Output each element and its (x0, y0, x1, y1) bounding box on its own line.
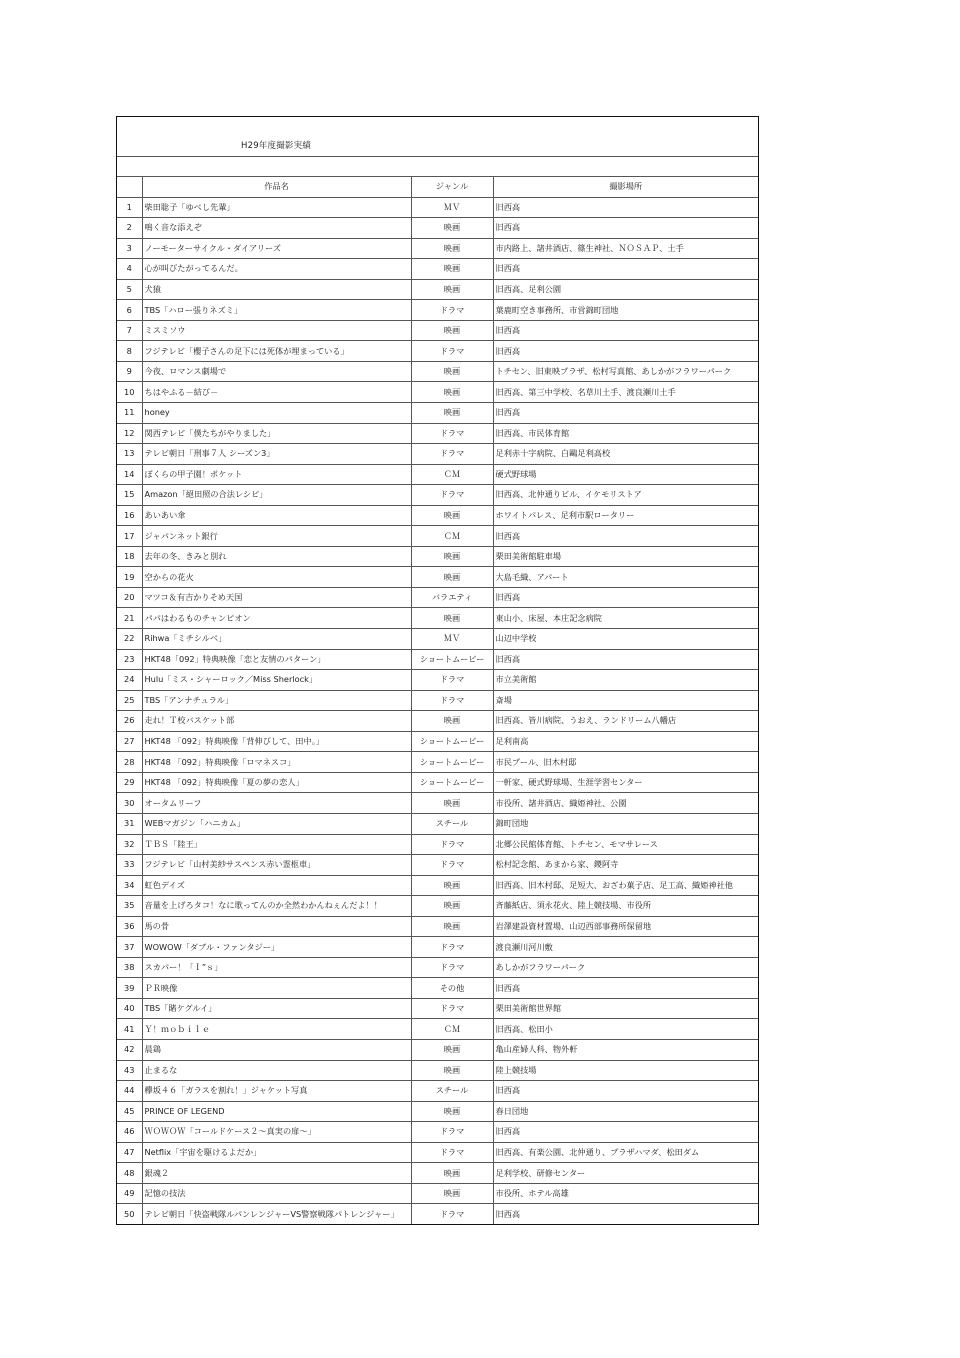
table-row (117, 998, 758, 1019)
row-title: 空からの花火 (142, 567, 411, 588)
row-title: 欅坂４６「ガラスを割れ！」ジャケット写真 (142, 1081, 411, 1102)
row-title: WEBマガジン「ハニカム」 (142, 813, 411, 834)
row-genre: 映画 (411, 711, 493, 732)
row-genre: ドラマ (411, 998, 493, 1019)
row-genre: 映画 (411, 1039, 493, 1060)
row-genre: 映画 (411, 382, 493, 403)
row-number: 12 (117, 423, 142, 444)
row-number: 29 (117, 772, 142, 793)
row-title: 今夜、ロマンス劇場で (142, 361, 411, 382)
table-row (117, 731, 758, 752)
row-genre: ドラマ (411, 834, 493, 855)
table-row (117, 341, 758, 362)
row-number: 41 (117, 1019, 142, 1040)
row-location: 市役所、ホテル高雄 (493, 1183, 758, 1204)
row-number: 19 (117, 567, 142, 588)
row-title: 止まるな (142, 1060, 411, 1081)
table-row (117, 978, 758, 999)
row-number: 20 (117, 587, 142, 608)
row-number: 23 (117, 649, 142, 670)
row-title: HKT48 「092」特典映像「背伸びして、田中。」 (142, 731, 411, 752)
row-location: 東山小、床屋、本庄記念病院 (493, 608, 758, 629)
table-row (117, 485, 758, 506)
row-location: 旧西高 (493, 978, 758, 999)
row-number: 24 (117, 670, 142, 691)
results-table (117, 177, 758, 1224)
row-location: 旧西高 (493, 341, 758, 362)
row-title: ノーモーターサイクル・ダイアリーズ (142, 238, 411, 259)
row-genre: バラエティ (411, 587, 493, 608)
row-location: 市立美術館 (493, 670, 758, 691)
row-title: honey (142, 403, 411, 424)
row-genre: ドラマ (411, 485, 493, 506)
row-title: 犬猿 (142, 279, 411, 300)
table-row (117, 834, 758, 855)
row-location: 春日団地 (493, 1101, 758, 1122)
row-genre: ドラマ (411, 670, 493, 691)
row-title: HKT48 「092」特典映像「ロマネスコ」 (142, 752, 411, 773)
table-row (117, 1060, 758, 1081)
table-row (117, 629, 758, 650)
table-row (117, 711, 758, 732)
row-title: ちはやふる－結び－ (142, 382, 411, 403)
row-location: 旧西高 (493, 218, 758, 239)
row-number: 14 (117, 464, 142, 485)
table-row (117, 382, 758, 403)
row-number: 11 (117, 403, 142, 424)
row-genre: ドラマ (411, 1204, 493, 1224)
table-row (117, 403, 758, 424)
table-row (117, 197, 758, 218)
row-title: PRINCE OF LEGEND (142, 1101, 411, 1122)
row-number: 38 (117, 957, 142, 978)
row-genre: 映画 (411, 279, 493, 300)
table-row (117, 361, 758, 382)
row-genre: 映画 (411, 238, 493, 259)
row-number: 37 (117, 937, 142, 958)
table-row (117, 875, 758, 896)
table-row (117, 690, 758, 711)
table-row (117, 855, 758, 876)
row-location: 旧西高、有楽公園、北仲通り、プラザハマダ、松田ダム (493, 1142, 758, 1163)
row-number: 50 (117, 1204, 142, 1224)
row-location: 旧西高、第三中学校、名草川土手、渡良瀬川土手 (493, 382, 758, 403)
row-number: 17 (117, 526, 142, 547)
row-location: 市民プール、旧木村邸 (493, 752, 758, 773)
row-genre: ドラマ (411, 423, 493, 444)
table-row (117, 300, 758, 321)
row-number: 8 (117, 341, 142, 362)
table-row (117, 1204, 758, 1224)
row-number: 7 (117, 320, 142, 341)
row-number: 5 (117, 279, 142, 300)
row-title: 鳴く音な添えぞ (142, 218, 411, 239)
row-location: 松村記念館、あまから家、鑁阿寺 (493, 855, 758, 876)
row-genre: ＭＶ (411, 197, 493, 218)
row-title: パパはわるものチャンピオン (142, 608, 411, 629)
row-title: TBS「アンナチュラル」 (142, 690, 411, 711)
row-title: 柴田聡子「ゆべし先輩」 (142, 197, 411, 218)
row-genre: ＣＭ (411, 526, 493, 547)
row-genre: 映画 (411, 505, 493, 526)
row-title: ＰＲ映像 (142, 978, 411, 999)
table-row (117, 526, 758, 547)
row-title: 虹色デイズ (142, 875, 411, 896)
row-location: 旧西高 (493, 526, 758, 547)
row-number: 46 (117, 1122, 142, 1143)
row-genre: ドラマ (411, 957, 493, 978)
row-location: 旧西高 (493, 197, 758, 218)
row-title: ぼくらの甲子園！ポケット (142, 464, 411, 485)
table-row (117, 505, 758, 526)
row-location: 一軒家、硬式野球場、生涯学習センター (493, 772, 758, 793)
row-location: 旧西高 (495, 1208, 521, 1219)
row-title: Hulu「ミス・シャーロック／Miss Sherlock」 (142, 670, 411, 691)
table-row (117, 1122, 758, 1143)
row-title: HKT48「092」特典映像「恋と友情のパターン」 (142, 649, 411, 670)
table-row (117, 937, 758, 958)
table-row (117, 259, 758, 280)
row-number: 48 (117, 1163, 142, 1184)
table-row (117, 546, 758, 567)
row-genre: 映画 (411, 608, 493, 629)
row-genre: ドラマ (411, 444, 493, 465)
table-row (117, 279, 758, 300)
row-location: 足利南高 (493, 731, 758, 752)
row-location: 旧西高 (493, 403, 758, 424)
row-number: 25 (117, 690, 142, 711)
row-number: 4 (117, 259, 142, 280)
row-location: 北郷公民館体育館、トチセン、モマサレース (493, 834, 758, 855)
table-row (117, 1183, 758, 1204)
row-number: 30 (117, 793, 142, 814)
row-genre: 映画 (411, 1163, 493, 1184)
row-location: 足利学校、研修センター (493, 1163, 758, 1184)
row-genre: ドラマ (411, 341, 493, 362)
table-row (117, 567, 758, 588)
row-title: 馬の骨 (142, 916, 411, 937)
row-title: TBS「賭ケグルイ」 (142, 998, 411, 1019)
table-row (117, 1019, 758, 1040)
row-number: 13 (117, 444, 142, 465)
row-genre: スチール (411, 1081, 493, 1102)
row-number: 16 (117, 505, 142, 526)
row-genre: 映画 (411, 1101, 493, 1122)
header-location: 撮影場所 (493, 177, 758, 197)
row-title: フジテレビ「櫻子さんの足下には死体が埋まっている」 (142, 341, 411, 362)
table-row (117, 444, 758, 465)
row-location: 旧西高 (493, 649, 758, 670)
row-location: 斎場 (493, 690, 758, 711)
table-row (117, 793, 758, 814)
row-genre: ドラマ (411, 855, 493, 876)
title-row (117, 117, 758, 157)
table-row (117, 1101, 758, 1122)
row-title: マツコ＆有吉かりそめ天国 (142, 587, 411, 608)
row-title: Rihwa「ミチシルベ」 (142, 629, 411, 650)
row-title: Amazon「絕田照の合法レシピ」 (142, 485, 411, 506)
row-location: 大島毛織、アパート (493, 567, 758, 588)
row-location: 陸上競技場 (493, 1060, 758, 1081)
row-location: 旧西高、足利公園 (493, 279, 758, 300)
row-genre: 映画 (411, 1183, 493, 1204)
table-row (117, 423, 758, 444)
row-number: 43 (117, 1060, 142, 1081)
row-genre: ＣＭ (411, 1019, 493, 1040)
row-number: 45 (117, 1101, 142, 1122)
table-row (117, 957, 758, 978)
row-genre: 映画 (411, 403, 493, 424)
row-genre: 映画 (411, 320, 493, 341)
table-row (117, 238, 758, 259)
row-number: 47 (117, 1142, 142, 1163)
spreadsheet-table (116, 116, 759, 1225)
table-row (117, 320, 758, 341)
row-number: 34 (117, 875, 142, 896)
row-location: トチセン、旧東映プラザ、松村写真館、あしかがフラワーパーク (493, 361, 758, 382)
row-location: 硬式野球場 (493, 464, 758, 485)
row-title: スカパー！「Ｉ”ｓ」 (142, 957, 411, 978)
row-number: 2 (117, 218, 142, 239)
row-number: 31 (117, 813, 142, 834)
table-row (117, 916, 758, 937)
row-genre: 映画 (411, 875, 493, 896)
row-number: 49 (117, 1183, 142, 1204)
table-row (117, 218, 758, 239)
row-genre: 映画 (411, 259, 493, 280)
row-location: 旧西高、松田小 (493, 1019, 758, 1040)
row-location: 旧西高 (493, 587, 758, 608)
row-number: 1 (117, 197, 142, 218)
row-genre: ドラマ (411, 690, 493, 711)
row-title: 心が叫びたがってるんだ。 (142, 259, 411, 280)
table-row (117, 1081, 758, 1102)
header-num (117, 177, 142, 197)
row-number: 35 (117, 896, 142, 917)
table-row (117, 587, 758, 608)
row-location: 旧西高、北仲通りビル、イケモリストア (493, 485, 758, 506)
table-row (117, 752, 758, 773)
table-row (117, 813, 758, 834)
row-location: 旧西高 (493, 1081, 758, 1102)
sheet-title: H29年度撮影実績 (241, 141, 312, 151)
row-location: 旧西高、市民体育館 (493, 423, 758, 444)
header-row (117, 177, 758, 197)
row-title: 音量を上げろタコ！なに歌ってんのか全然わかんねぇんだよ！！ (142, 896, 411, 917)
row-genre: 映画 (411, 896, 493, 917)
row-number: 32 (117, 834, 142, 855)
row-location: 市内路上、諸井酒店、篠生神社、ＮＯＳＡＰ、土手 (493, 238, 758, 259)
row-genre: スチール (411, 813, 493, 834)
row-location: 旧西高、旧木村邸、足短大、おざわ菓子店、足工高、織姫神社他 (493, 875, 758, 896)
row-genre: 映画 (411, 793, 493, 814)
row-location: 葉鹿町空き事務所、市営錦町団地 (493, 300, 758, 321)
row-title: 関西テレビ「僕たちがやりました」 (142, 423, 411, 444)
row-genre: ショートムービー (411, 772, 493, 793)
row-genre: 映画 (411, 567, 493, 588)
row-location: ホワイトパレス、足利市駅ロータリー (493, 505, 758, 526)
row-title: あいあい傘 (142, 505, 411, 526)
row-title: ＷＯＷＯＷ「コールドケース２～真実の扉～」 (142, 1122, 411, 1143)
table-row (117, 896, 758, 917)
row-genre: ショートムービー (411, 649, 493, 670)
row-title: ＴＢＳ「陸王」 (142, 834, 411, 855)
row-title: ミスミソウ (142, 320, 411, 341)
row-number: 40 (117, 998, 142, 1019)
row-title: テレビ朝日「快盗戦隊ルパンレンジャーVS警察戦隊パトレンジャー」 (142, 1204, 411, 1224)
table-row (117, 1142, 758, 1163)
row-number: 44 (117, 1081, 142, 1102)
row-genre: ドラマ (411, 937, 493, 958)
table-row (117, 1039, 758, 1060)
row-location: 栗田美術館駐車場 (493, 546, 758, 567)
table-row (117, 772, 758, 793)
row-genre: 映画 (411, 361, 493, 382)
row-number: 9 (117, 361, 142, 382)
row-number: 3 (117, 238, 142, 259)
row-title: オータムリーフ (142, 793, 411, 814)
row-title: フジテレビ「山村美紗サスペンス赤い霊柩車」 (142, 855, 411, 876)
row-title: Ｙ！ｍｏｂｉｌｅ (142, 1019, 411, 1040)
row-genre: ドラマ (411, 1142, 493, 1163)
row-number: 28 (117, 752, 142, 773)
row-title: 走れ！Ｔ校バスケット部 (142, 711, 411, 732)
table-row (117, 670, 758, 691)
row-genre: 映画 (411, 1060, 493, 1081)
row-location: 旧西高、皆川病院、うおえ、ランドリーム八幡店 (493, 711, 758, 732)
row-number: 26 (117, 711, 142, 732)
row-genre: ドラマ (411, 1122, 493, 1143)
row-title: WOWOW「ダブル・ファンタジー」 (142, 937, 411, 958)
row-location: 旧西高 (493, 259, 758, 280)
row-location: 山辺中学校 (493, 629, 758, 650)
header-genre: ジャンル (411, 177, 493, 197)
row-location: 渡良瀬川河川敷 (493, 937, 758, 958)
row-number: 27 (117, 731, 142, 752)
row-title: 晨鶏 (142, 1039, 411, 1060)
table-body (117, 197, 758, 1224)
row-number: 33 (117, 855, 142, 876)
table-row (117, 464, 758, 485)
row-number: 42 (117, 1039, 142, 1060)
row-genre: ショートムービー (411, 752, 493, 773)
row-title: テレビ朝日「刑事７人 シーズン3」 (142, 444, 411, 465)
row-location: 岩澤建設資材置場、山辺西部事務所保留地 (493, 916, 758, 937)
row-genre: ＭＶ (411, 629, 493, 650)
row-number: 15 (117, 485, 142, 506)
row-genre: 映画 (411, 916, 493, 937)
row-number: 22 (117, 629, 142, 650)
row-location: 斉藤紙店、須永花火、陸上競技場、市役所 (493, 896, 758, 917)
row-number: 39 (117, 978, 142, 999)
table-row (117, 608, 758, 629)
row-title: Netflix「宇宙を駆けるよだか」 (142, 1142, 411, 1163)
row-number: 36 (117, 916, 142, 937)
blank-row (117, 157, 758, 177)
row-location: あしかがフラワーパーク (493, 957, 758, 978)
row-title: 記憶の技法 (142, 1183, 411, 1204)
row-location: 旧西高 (493, 1122, 758, 1143)
row-title: 銀魂２ (142, 1163, 411, 1184)
header-title: 作品名 (142, 177, 411, 197)
row-genre: 映画 (411, 218, 493, 239)
row-number: 18 (117, 546, 142, 567)
row-genre: その他 (411, 978, 493, 999)
row-title: HKT48 「092」特典映像「夏の夢の恋人」 (142, 772, 411, 793)
row-location: 錦町団地 (493, 813, 758, 834)
row-genre: ドラマ (411, 300, 493, 321)
row-genre: ＣＭ (411, 464, 493, 485)
row-title: ジャパンネット銀行 (142, 526, 411, 547)
row-number: 10 (117, 382, 142, 403)
row-number: 21 (117, 608, 142, 629)
row-genre: 映画 (411, 546, 493, 567)
row-location: 市役所、諸井酒店、織姫神社、公園 (493, 793, 758, 814)
row-genre: ショートムービー (411, 731, 493, 752)
row-location: 旧西高 (493, 320, 758, 341)
row-title: TBS「ハロー張りネズミ」 (142, 300, 411, 321)
table-row (117, 1163, 758, 1184)
row-location: 亀山産婦人科、物外軒 (493, 1039, 758, 1060)
row-title: 去年の冬、きみと別れ (142, 546, 411, 567)
row-location: 足利赤十字病院、白鷗足利高校 (493, 444, 758, 465)
row-location: 栗田美術館世界館 (493, 998, 758, 1019)
row-number: 6 (117, 300, 142, 321)
table-row (117, 649, 758, 670)
